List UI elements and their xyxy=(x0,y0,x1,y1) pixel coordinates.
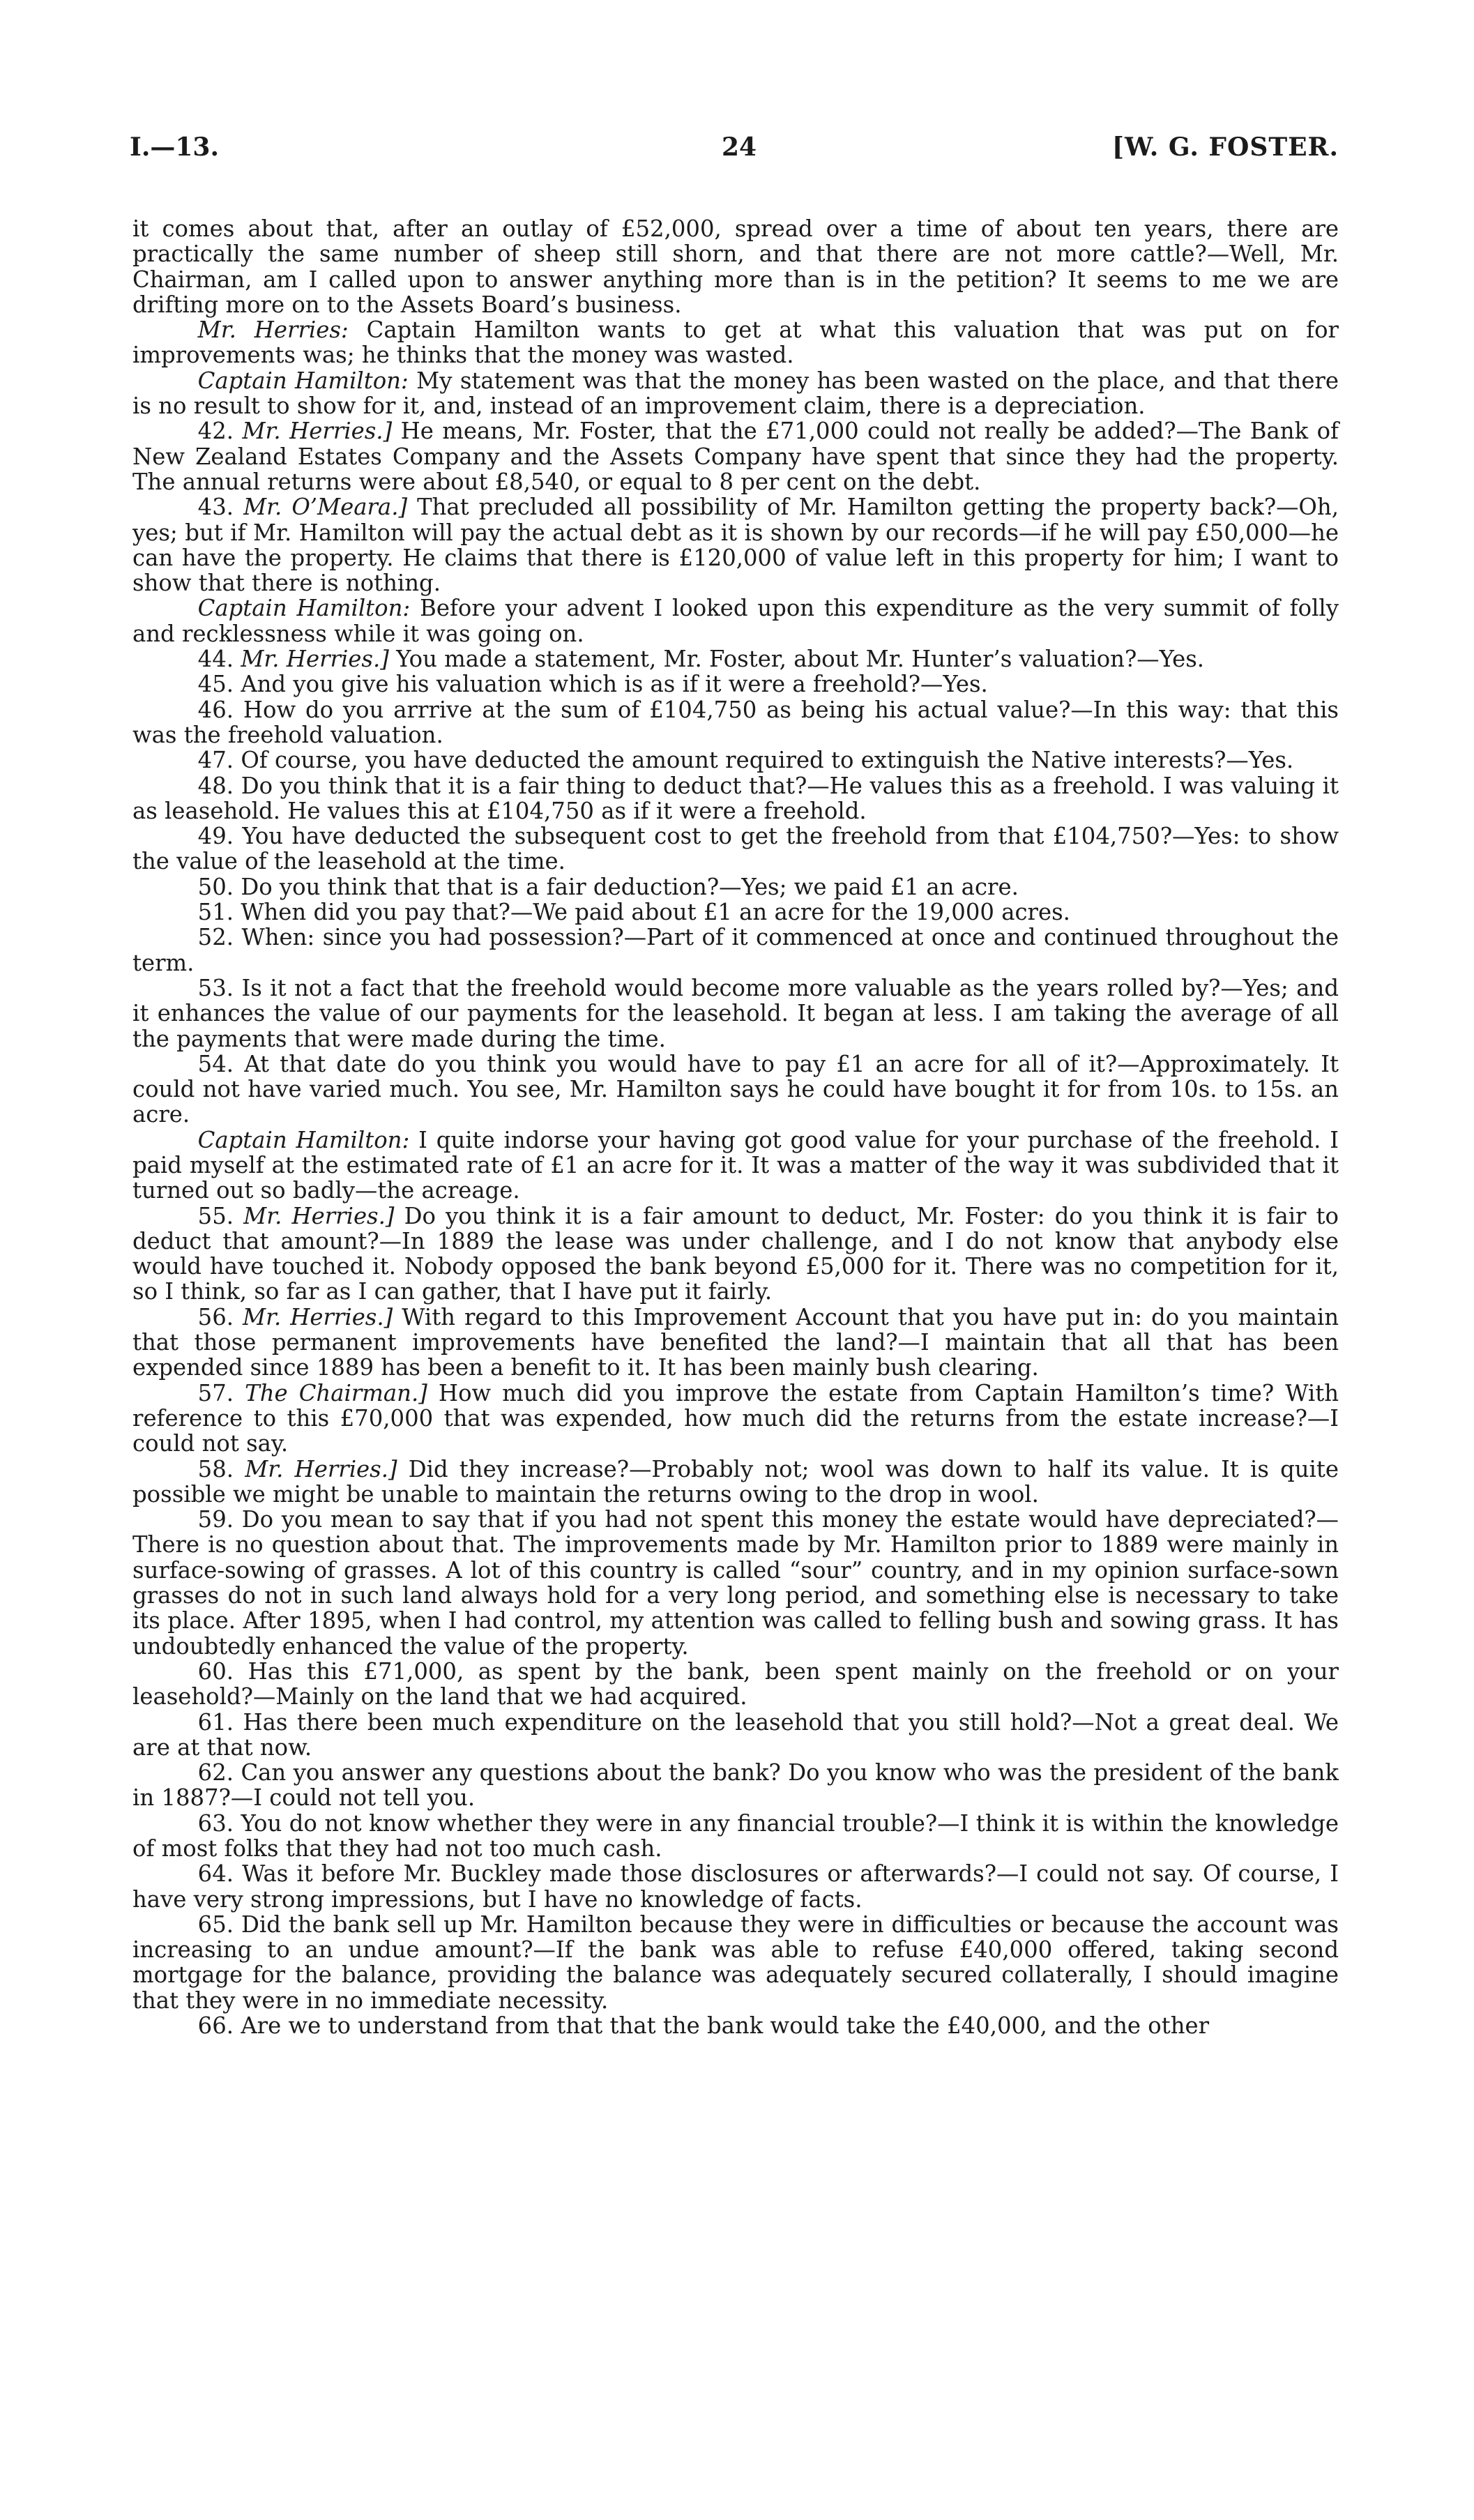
paragraph xyxy=(132,976,1339,1052)
paragraph-text: How do you arrrive at the sum of £104,750 as being his actual value?—In this way: that this was the freehold valuation. xyxy=(132,696,1339,748)
paragraph-text: Of course, you have deducted the amount required to extinguish the Native interests?—Yes. xyxy=(241,747,1294,774)
paragraph xyxy=(132,1457,1339,1508)
question-number: 57. xyxy=(197,1379,234,1406)
question-number: 63. xyxy=(197,1809,234,1837)
question-number: 42. xyxy=(197,418,234,445)
paragraph-text: Is it not a fact that the freehold would become more valuable as the years rolled by?—Yes; and it enhances the value of our payments for the leasehold. It began at less. I am taking the average of all the payments that were made during the time. xyxy=(132,974,1339,1052)
paragraph xyxy=(132,1204,1339,1305)
speaker-label: Captain Hamilton: xyxy=(197,367,409,394)
paragraph-text: My statement was that the money has been wasted on the place, and that there is no result to show for it, and, instead of an improvement claim, there is a depreciation. xyxy=(132,367,1339,420)
page-header xyxy=(132,132,1339,174)
paragraph xyxy=(132,1861,1339,1912)
paragraph xyxy=(132,925,1339,976)
paragraph xyxy=(132,1710,1339,1761)
speaker-label: Captain Hamilton: xyxy=(197,1126,410,1153)
paragraph-text: With regard to this Improvement Account that you have put in: do you maintain that those permanent improvements have benefited the land?—I maintain that all that has been expended since 1889 has been a benefit to it. It has been mainly bush clearing. xyxy=(132,1303,1339,1381)
paragraph xyxy=(132,317,1339,368)
question-number: 59. xyxy=(197,1506,234,1533)
paragraph xyxy=(132,2013,1339,2038)
paragraph xyxy=(132,1507,1339,1659)
question-number: 44. xyxy=(197,646,234,673)
speaker-label: Mr. Herries.] xyxy=(243,1303,393,1330)
question-number: 46. xyxy=(197,696,234,723)
question-number: 48. xyxy=(197,772,234,799)
paragraph xyxy=(132,1659,1339,1710)
paper-reference: I.—13. xyxy=(130,132,220,162)
paragraph xyxy=(132,1381,1339,1457)
question-number: 65. xyxy=(197,1911,234,1938)
question-number: 51. xyxy=(197,899,234,926)
paragraph xyxy=(132,646,1339,671)
paragraph-text: That precluded all possibility of Mr. Hamilton getting the property back?—Oh, yes; but if Mr. Hamilton will pay the actual debt as it is shown by our records—if he will pay £50,000—he can have the property. He claims that there is £120,000 of value left in this property for him; I want to show that there is nothing. xyxy=(132,494,1339,597)
paragraph xyxy=(132,900,1339,925)
paragraph xyxy=(132,1128,1339,1204)
paragraph-text: He means, Mr. Foster, that the £71,000 could not really be added?—The Bank of New Zealand Estates Company and the Assets Company have spent that since they had the property. The annual returns were about £8,540, or equal to 8 per cent on the debt. xyxy=(132,418,1339,495)
paragraph-text: At that date do you think you would have to pay £1 an acre for all of it?—Approximately. It could not have varied much. You see, Mr. Hamilton says he could have bought it for from 10s. to 15s. an acre. xyxy=(132,1050,1339,1128)
paragraph xyxy=(132,494,1339,595)
paragraph-text: You do not know whether they were in any financial trouble?—I think it is within the knowledge of most folks that they had not too much cash. xyxy=(132,1809,1339,1862)
question-number: 58. xyxy=(197,1455,234,1482)
question-number: 54. xyxy=(197,1050,234,1077)
witness-name: [W. G. FOSTER. xyxy=(1111,132,1339,162)
paragraph-text: You have deducted the subsequent cost to get the freehold from that £104,750?—Yes: to show the value of the leasehold at the time. xyxy=(132,823,1339,875)
question-number: 66. xyxy=(197,2012,234,2040)
paragraph xyxy=(132,874,1339,900)
speaker-label: Mr. Herries.] xyxy=(242,418,393,445)
paragraph-text: it comes about that, after an outlay of £52,000, spread over a time of about ten years, there are practically the same number of sheep still shorn, and that there are not more cattle?—Well, Mr. Chairman, am I called upon to answer anything more than is in the petition? It seems to me we are drifting more on to the Assets Board’s business. xyxy=(132,215,1339,318)
paragraph xyxy=(132,368,1339,419)
speaker-label: Mr. Herries.] xyxy=(241,646,389,673)
paragraph-text: Did the bank sell up Mr. Hamilton because they were in difficulties or because the account was increasing to an undue amount?—If the bank was able to refuse £40,000 offered, taking second mortgage for the balance, providing the balance was adequately secured collaterally, I should imagine that they were in no immediate necessity. xyxy=(132,1911,1339,2014)
document-page xyxy=(132,132,1339,2038)
speaker-label: Captain Hamilton: xyxy=(197,595,411,622)
body-text xyxy=(132,216,1339,2038)
speaker-label: The Chairman.] xyxy=(245,1379,427,1406)
question-number: 52. xyxy=(197,924,234,951)
paragraph xyxy=(132,1305,1339,1381)
question-number: 60. xyxy=(197,1657,234,1685)
paragraph xyxy=(132,823,1339,874)
question-number: 55. xyxy=(197,1202,234,1229)
paragraph xyxy=(132,697,1339,748)
paragraph-text: How much did you improve the estate from Captain Hamilton’s time? With reference to this £70,000 that was expended, how much did the returns from the estate increase?—I could not say. xyxy=(132,1379,1339,1457)
paragraph-text: When: since you had possession?—Part of it commenced at once and continued throughout the term. xyxy=(132,924,1339,976)
speaker-label: Mr. Herries.] xyxy=(245,1455,397,1482)
paragraph xyxy=(132,595,1339,646)
speaker-label: Mr. Herries: xyxy=(197,317,349,344)
paragraph xyxy=(132,747,1339,773)
paragraph-text: You made a statement, Mr. Foster, about Mr. Hunter’s valuation?—Yes. xyxy=(388,646,1205,673)
question-number: 47. xyxy=(197,747,234,774)
paragraph xyxy=(132,671,1339,697)
paragraph xyxy=(132,216,1339,317)
page-number: 24 xyxy=(722,132,757,162)
question-number: 61. xyxy=(197,1708,234,1736)
paragraph-text: When did you pay that?—We paid about £1 an acre for the 19,000 acres. xyxy=(241,899,1070,926)
paragraph xyxy=(132,1052,1339,1128)
paragraph-text: Are we to understand from that that the bank would take the £40,000, and the other xyxy=(241,2012,1210,2040)
paragraph-text: Do you think it is a fair amount to deduct, Mr. Foster: do you think it is fair to deduct that amount?—In 1889 the lease was under challenge, and I do not know that anybody else would have touched it. Nobody opposed the bank beyond £5,000 for it. There was no competition for it, so I think, so far as I can gather, that I have put it fairly. xyxy=(132,1202,1339,1305)
speaker-label: Mr. O’Meara.] xyxy=(243,494,408,521)
paragraph-text: Do you mean to say that if you had not spent this money the estate would have depreciated?—There is no question about that. The improvements made by Mr. Hamilton prior to 1889 were mainly in surface-sowing of grasses. A lot of this country is called “sour” country, and in my opinion surface-sown grasses do not in such land always hold for a very long period, and something else is necessary to take its place. After 1895, when I had control, my attention was called to felling bush and sowing grass. It has undoubtedly enhanced the value of the property. xyxy=(132,1506,1339,1660)
paragraph-text: I quite indorse your having got good value for your purchase of the freehold. I paid myself at the estimated rate of £1 an acre for it. It was a matter of the way it was subdivided that it turned out so badly—the acreage. xyxy=(132,1126,1339,1204)
question-number: 49. xyxy=(197,823,234,850)
paragraph-text: Do you think that it is a fair thing to deduct that?—He values this as a freehold. I was valuing it as leasehold. He values this at £104,750 as if it were a freehold. xyxy=(132,772,1339,824)
paragraph xyxy=(132,1811,1339,1862)
question-number: 43. xyxy=(197,494,234,521)
paragraph xyxy=(132,418,1339,494)
paragraph xyxy=(132,1760,1339,1811)
paragraph-text: Did they increase?—Probably not; wool was down to half its value. It is quite possible we might be unable to maintain the returns owing to the drop in wool. xyxy=(132,1455,1339,1508)
question-number: 56. xyxy=(197,1303,234,1330)
question-number: 64. xyxy=(197,1860,234,1888)
paragraph-text: Captain Hamilton wants to get at what this valuation that was put on for improvements was; he thinks that the money was wasted. xyxy=(132,317,1339,369)
speaker-label: Mr. Herries.] xyxy=(243,1202,395,1229)
question-number: 53. xyxy=(197,974,234,1001)
paragraph-text: Was it before Mr. Buckley made those disclosures or afterwards?—I could not say. Of course, I have very strong impressions, but I have no knowledge of facts. xyxy=(132,1860,1339,1913)
question-number: 50. xyxy=(197,873,234,900)
question-number: 62. xyxy=(197,1759,234,1786)
paragraph-text: And you give his valuation which is as if it were a freehold?—Yes. xyxy=(241,671,988,698)
paragraph-text: Do you think that that is a fair deduction?—Yes; we paid £1 an acre. xyxy=(241,873,1019,900)
paragraph xyxy=(132,1912,1339,2013)
paragraph-text: Has there been much expenditure on the leasehold that you still hold?—Not a great deal. We are at that now. xyxy=(132,1708,1339,1761)
question-number: 45. xyxy=(197,671,234,698)
paragraph-text: Before your advent I looked upon this expenditure as the very summit of folly and recklessness while it was going on. xyxy=(132,595,1339,647)
paragraph xyxy=(132,773,1339,824)
paragraph-text: Can you answer any questions about the bank? Do you know who was the president of the bank in 1887?—I could not tell you. xyxy=(132,1759,1339,1812)
paragraph-text: Has this £71,000, as spent by the bank, been spent mainly on the freehold or on your leasehold?—Mainly on the land that we had acquired. xyxy=(132,1657,1339,1710)
